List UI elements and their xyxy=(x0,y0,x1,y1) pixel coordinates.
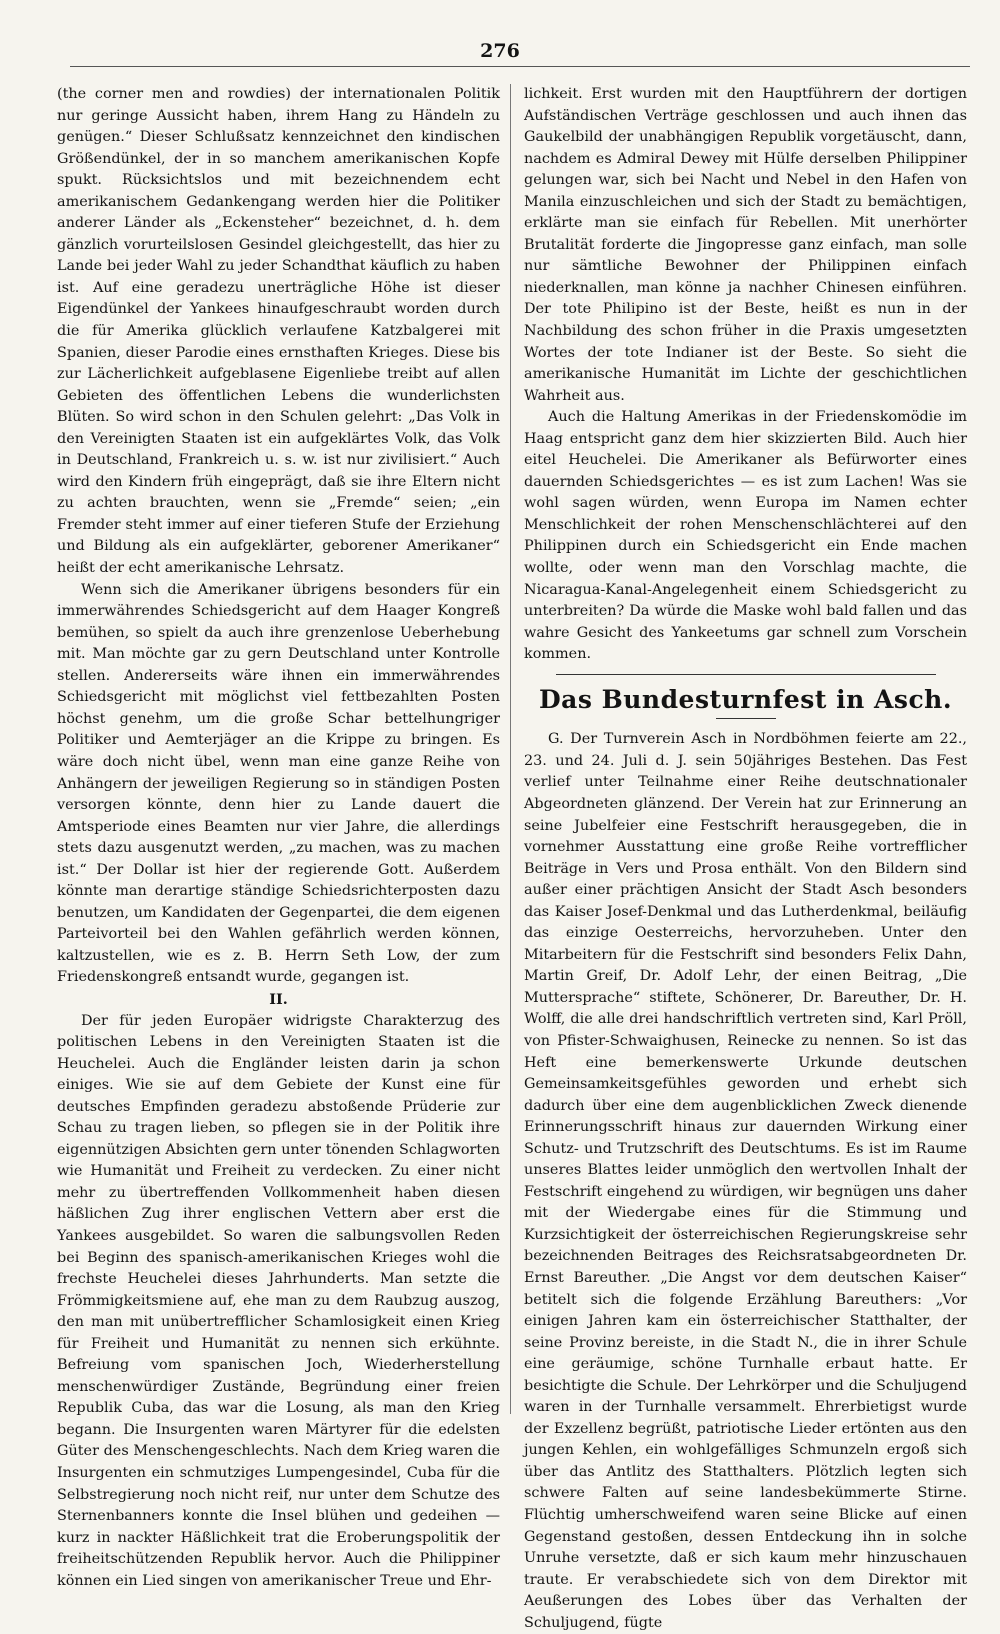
left-paragraph-2: Wenn sich die Amerikaner übrigens besonders für ein immerwährendes Schiedsgericht auf dem Haager Kongreß bemühen, so spielt da auch ihre grenzenlose Ueberhebung mit. Man möchte gar zu gern Deutschland unter Kontrolle stellen. Andererseits wäre ihnen ein immerwährendes Schiedsgericht mit möglichst viel fettbezahlten Posten höchst genehm, um die große Schar bettelhungriger Politiker und Aemterjäger an die Krippe zu bringen. Es wäre doch nicht übel, wenn man eine ganze Reihe von Anhängern der jeweiligen Regierung so in ständigen Posten versorgen könnte, denn hier zu Lande dauert die Amtsperiode eines Beamten nur vier Jahre, die allerdings stets dazu ausgenutzt werden, „zu machen, was zu machen ist.“ Der Dollar ist hier der regierende Gott. Außerdem könnte man derartige ständige Schiedsrichterposten dazu benutzen, um Kandidaten der Gegenpartei, die dem eigenen Parteivorteil bei den Wahlen gefährlich werden können, kaltzustellen, wie es z. B. Herrn Seth Low, der zum Friedenskongreß entsandt wurde, gegangen ist. xyxy=(57,581,500,986)
right-paragraph-3: G. Der Turnverein Asch in Nordböhmen feierte am 22., 23. und 24. Juli d. J. sein 50jähriges Bestehen. Das Fest verlief unter Teilnahme einer Reihe deutschnationaler Abgeordneten glänzend. Der Verein hat zur Erinnerung an seine Jubelfeier eine Festschrift herausgegeben, die in vornehmer Ausstattung eine große Reihe vortrefflicher Beiträge in Vers und Prosa enthält. Von den Bildern sind außer einer prächtigen Ansicht der Stadt Asch besonders das Kaiser Josef-Denkmal und das Lutherdenkmal, beiläufig das einzige Oesterreichs, hervorzuheben. Unter den Mitarbeitern für die Festschrift sind besonders Felix Dahn, Martin Greif, Dr. Adolf Lehr, der einen Beitrag, „Die Muttersprache“ stiftete, Schönerer, Dr. Bareuther, Dr. H. Wolff, die alle drei handschriftlich vertreten sind, Karl Pröll, von Pfister-Schwaighusen, Reinecke zu nennen. So ist das Heft eine bemerkenswerte Urkunde deutschen Gemeinsamkeitsgefühles geworden und erhebt sich dadurch über eine dem augenblicklichen Zweck dienende Erinnerungsschrift hinaus zur dauernden Wirkung einer Schutz- und Trutzschrift des Deutschtums. Es ist im Raume unseres Blattes leider unmöglich den wertvollen Inhalt der Festschrift eingehend zu würdigen, wir begnügen uns daher mit der Wiedergabe eines für die Stimmung und Kurzsichtigkeit der österreichischen Regierungskreise sehr bezeichnenden Beitrages des Reichsratsabgeordneten Dr. Ernst Bareuther. „Die Angst vor dem deutschen Kaiser“ betitelt sich die folgende Erzählung Bareuthers: „Vor einigen Jahren kam ein österreichischer Statthalter, der seine Provinz bereiste, in die Stadt N., die in ihrer Schule eine geräumige, schöne Turnhalle erbaut hatte. Er besichtigte die Schule. Der Lehrkörper und die Schuljugend waren in der Turnhalle versammelt. Ehrerbietigst wurde der Exzellenz begrüßt, patriotische Lieder ertönten aus den jungen Kehlen, ein wohlgefälliges Schmunzeln ergoß sich über das Antlitz des Statthalters. Plötzlich legten sich schwere Falten auf seine landesbekümmerte Stirne. Flüchtig umherschweifend waren seine Blicke auf einen Gegenstand gestoßen, dessen Entdeckung ihn in solche Unruhe versetzte, daß er sich kaum mehr hinzuschauen traute. Er verabschiedete sich von dem Direktor mit Aeußerungen des Lobes über das Verhalten der Schuljugend, fügte xyxy=(524,731,967,1631)
page-number: 276 xyxy=(480,40,520,62)
right-paragraph-2: Auch die Haltung Amerikas in der Friedenskomödie im Haag entspricht ganz dem hier skizzierten Bild. Auch hier eitel Heuchelei. Die Amerikaner als Befürworter eines dauernden Schiedsgerichtes — es ist zum Lachen! Was sie wohl sagen würden, wenn Europa im Namen echter Menschlichkeit der rohen Menschenschlächterei auf den Philippinen durch ein Schiedsgericht ein Ende machen wollte, oder wenn man den Vorschlag machte, die Nicaragua-Kanal-Angelegenheit einem Schiedsgericht zu unterbreiten? Da würde die Maske wohl bald fallen und das wahre Gesicht des Yankeetums gar schnell zum Vorschein kommen. xyxy=(524,409,967,663)
left-paragraph-3: Der für jeden Europäer widrigste Charakterzug des politischen Lebens in den Vereinigten Staaten ist die Heuchelei. Auch die Engländer leisten darin ja schon einiges. Wie sie auf dem Gebiete der Kunst eine für deutsches Empfinden geradezu abstoßende Prüderie zur Schau zu tragen lieben, so pflegen sie in der Politik ihre eigennützigen Absichten gern unter tönenden Schlagworten wie Humanität und Freiheit zu verdecken. Zu einer nicht mehr zu übertreffenden Vollkommenheit haben diesen häßlichen Zug ihrer englischen Vettern aber erst die Yankees ausgebildet. So waren die salbungsvollen Reden bei Beginn des spanisch-amerikanischen Krieges wohl die frechste Heuchelei dieses Jahrhunderts. Man setzte die Frömmigkeitsmiene auf, ehe man zu dem Raubzug auszog, den man mit unübertrefflicher Schamlosigkeit einen Krieg für Freiheit und Humanität zu nennen sich erkühnte. Befreiung vom spanischen Joch, Wiederherstellung menschenwürdiger Zustände, Begründung einer freien Republik Cuba, das war die Losung, als man den Krieg begann. Die Insurgenten waren Märtyrer für die edelsten Güter des Menschengeschlechts. Nach dem Krieg waren die Insurgenten ein schmutziges Lumpengesindel, Cuba für die Selbstregierung noch nicht reif, nur unter dem Schutze des Sternenbanners konnte die Insel blühen und gedeihen — kurz in nackter Häßlichkeit trat die Eroberungspolitik der freiheitschützenden Republik hervor. Auch die Philippiner können ein Lied singen von amerikanischer Treue und Ehr- xyxy=(57,1012,500,1589)
section-mark: II. xyxy=(269,990,288,1008)
article-end-rule xyxy=(556,674,936,675)
right-paragraph-1: lichkeit. Erst wurden mit den Hauptführern der dortigen Aufständischen Verträge geschlossen und auch ihnen das Gaukelbild der unabhängigen Republik vorgetäuscht, dann, nachdem es Admiral Dewey mit Hülfe derselben Philippiner gelungen war, sich bei Nacht und Nebel in den Hafen von Manila einzuschleichen und sich der Stadt zu bemächtigen, erklärte man sie einfach für Rebellen. Mit unerhörter Brutalität forderte die Jingopresse ganz einfach, man solle nur sämtliche Bewohner der Philippinen einfach niederknallen, man könne ja nachher Chinesen einführen. Der tote Philipino ist der Beste, heißt es nun in der Nachbildung des schon früher in die Praxis umgesetzten Wortes der tote Indianer ist der Beste. So sieht die amerikanische Humanität im Lichte der geschichtlichen Wahrheit aus. xyxy=(524,86,967,404)
right-column xyxy=(524,84,967,1634)
left-paragraph-1: (the corner men and rowdies) der internationalen Politik nur geringe Aussicht haben, ihrem Hang zu Händeln zu genügen.“ Dieser Schlußsatz kennzeichnet den kindischen Größendünkel, der in so manchem amerikanischen Kopfe spukt. Rücksichtslos und mit bezeichnendem echt amerikanischem Gedankengang werden hier die Politiker anderer Länder als „Eckensteher“ bezeichnet, d. h. dem gänzlich vorurteilslosen Gesindel gleichgestellt, das hier zu Lande bei jeder Wahl zu jeder Schandthat käuflich zu haben ist. Auf eine geradezu unerträgliche Höhe ist dieser Eigendünkel der Yankees hinaufgeschraubt worden durch die für Amerika glücklich verlaufene Katzbalgerei mit Spanien, dieser Parodie eines ernsthaften Krieges. Diese bis zur Lächerlichkeit aufgeblasene Eigenliebe treibt auf allen Gebieten des öffentlichen Lebens die wunderlichsten Blüten. So wird schon in den Schulen gelehrt: „Das Volk in den Vereinigten Staaten ist ein aufgeklärtes Volk, das Volk in Deutschland, Frankreich u. s. w. ist nur zivilisiert.“ Auch wird den Kindern früh eingeprägt, daß sie ihre Eltern nicht zu achten brauchten, wenn sie „Fremde“ seien; „ein Fremder steht immer auf einer tieferen Stufe der Erziehung und Bildung als ein aufgeklärter, geborener Amerikaner“ heißt der echt amerikanische Lehrsatz. xyxy=(57,86,500,577)
column-divider xyxy=(510,84,511,1414)
left-column xyxy=(57,84,500,1592)
header-rule xyxy=(70,66,970,67)
title-rule xyxy=(716,718,776,719)
article-title: Das Bundesturnfest in Asch. xyxy=(538,684,953,714)
